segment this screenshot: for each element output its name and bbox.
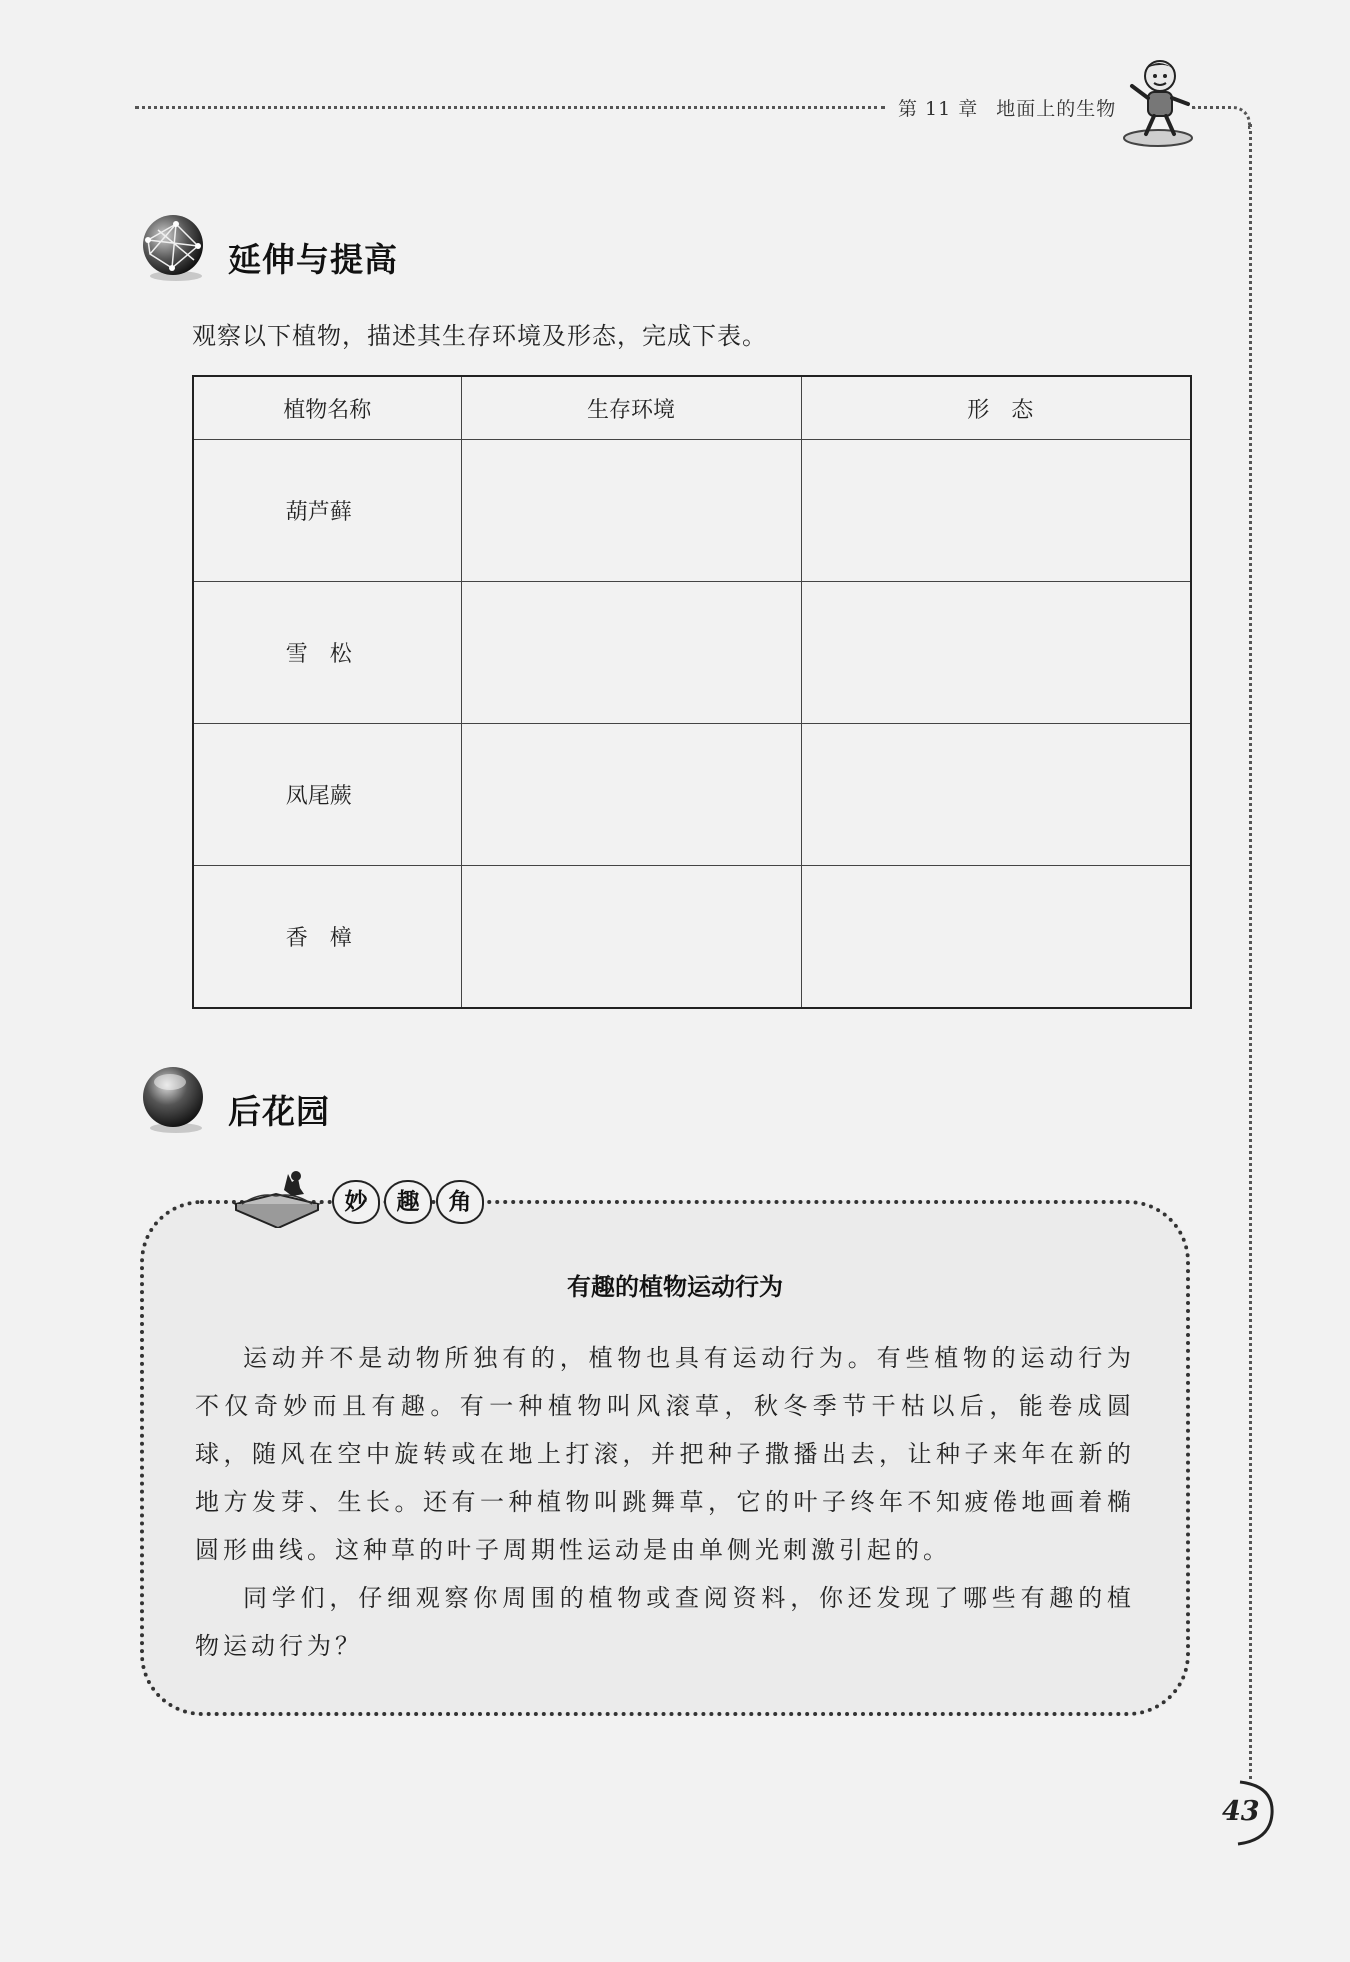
header-plant-name: 植物名称 [193,376,461,440]
form-cell[interactable] [801,724,1191,866]
paragraph: 运动并不是动物所独有的，植物也具有运动行为。有些植物的运动行为不仅奇妙而且有趣。有一种植物叫风滚草，秋冬季节干枯以后，能卷成圆球，随风在空中旋转或在地上打滚，并把种子撒播出去，让种子来年在新的地方发芽、生长。还有一种植物叫跳舞草，它的叶子终年不知疲倦地画着椭圆形曲线。这种草的叶子周期性运动是由单侧光刺激引起的。 [195,1344,1135,1564]
table-row [193,582,1191,724]
badge-char-miao: 妙 [332,1180,380,1224]
form-cell[interactable] [801,866,1191,1009]
table-row [193,440,1191,582]
glossy-sphere-icon [136,1062,210,1136]
plant-name-cell: 凤尾蕨 [193,724,461,866]
chapter-header [898,94,1116,121]
badge-char-qu: 趣 [384,1180,432,1224]
plant-name-cell: 葫芦藓 [193,440,461,582]
form-cell[interactable] [801,440,1191,582]
plant-name-cell: 雪 松 [193,582,461,724]
right-dotted-border [1249,124,1252,1779]
header-corner-line [1192,106,1251,129]
habitat-cell[interactable] [461,724,801,866]
header-dotted-line [135,106,885,109]
plant-name-cell: 香 樟 [193,866,461,1009]
header-form: 形 态 [801,376,1191,440]
badge-char-jiao: 角 [436,1180,484,1224]
paragraph: 同学们，仔细观察你周围的植物或查阅资料，你还发现了哪些有趣的植物运动行为？ [195,1584,1135,1660]
chapter-number: 第 11 章 [898,98,979,120]
form-cell[interactable] [801,582,1191,724]
observation-table [192,375,1192,1009]
globe-network-icon [136,210,210,284]
table-header-row [193,376,1191,440]
mascot-icon [1118,56,1198,148]
chapter-title: 地面上的生物 [996,98,1117,120]
habitat-cell[interactable] [461,440,801,582]
table-row [193,866,1191,1009]
fun-box-body [195,1334,1135,1670]
header-habitat: 生存环境 [461,376,801,440]
page-number: 43 [1222,1796,1260,1827]
table-row [193,724,1191,866]
instruction-text: 观察以下植物，描述其生存环境及形态，完成下表。 [192,322,767,350]
habitat-cell[interactable] [461,582,801,724]
fun-box-title: 有趣的植物运动行为 [567,1273,783,1301]
book-with-dog-icon [232,1164,322,1228]
section-title-back-garden: 后花园 [228,1092,330,1131]
section-title-extension: 延伸与提高 [228,240,398,279]
habitat-cell[interactable] [461,866,801,1009]
